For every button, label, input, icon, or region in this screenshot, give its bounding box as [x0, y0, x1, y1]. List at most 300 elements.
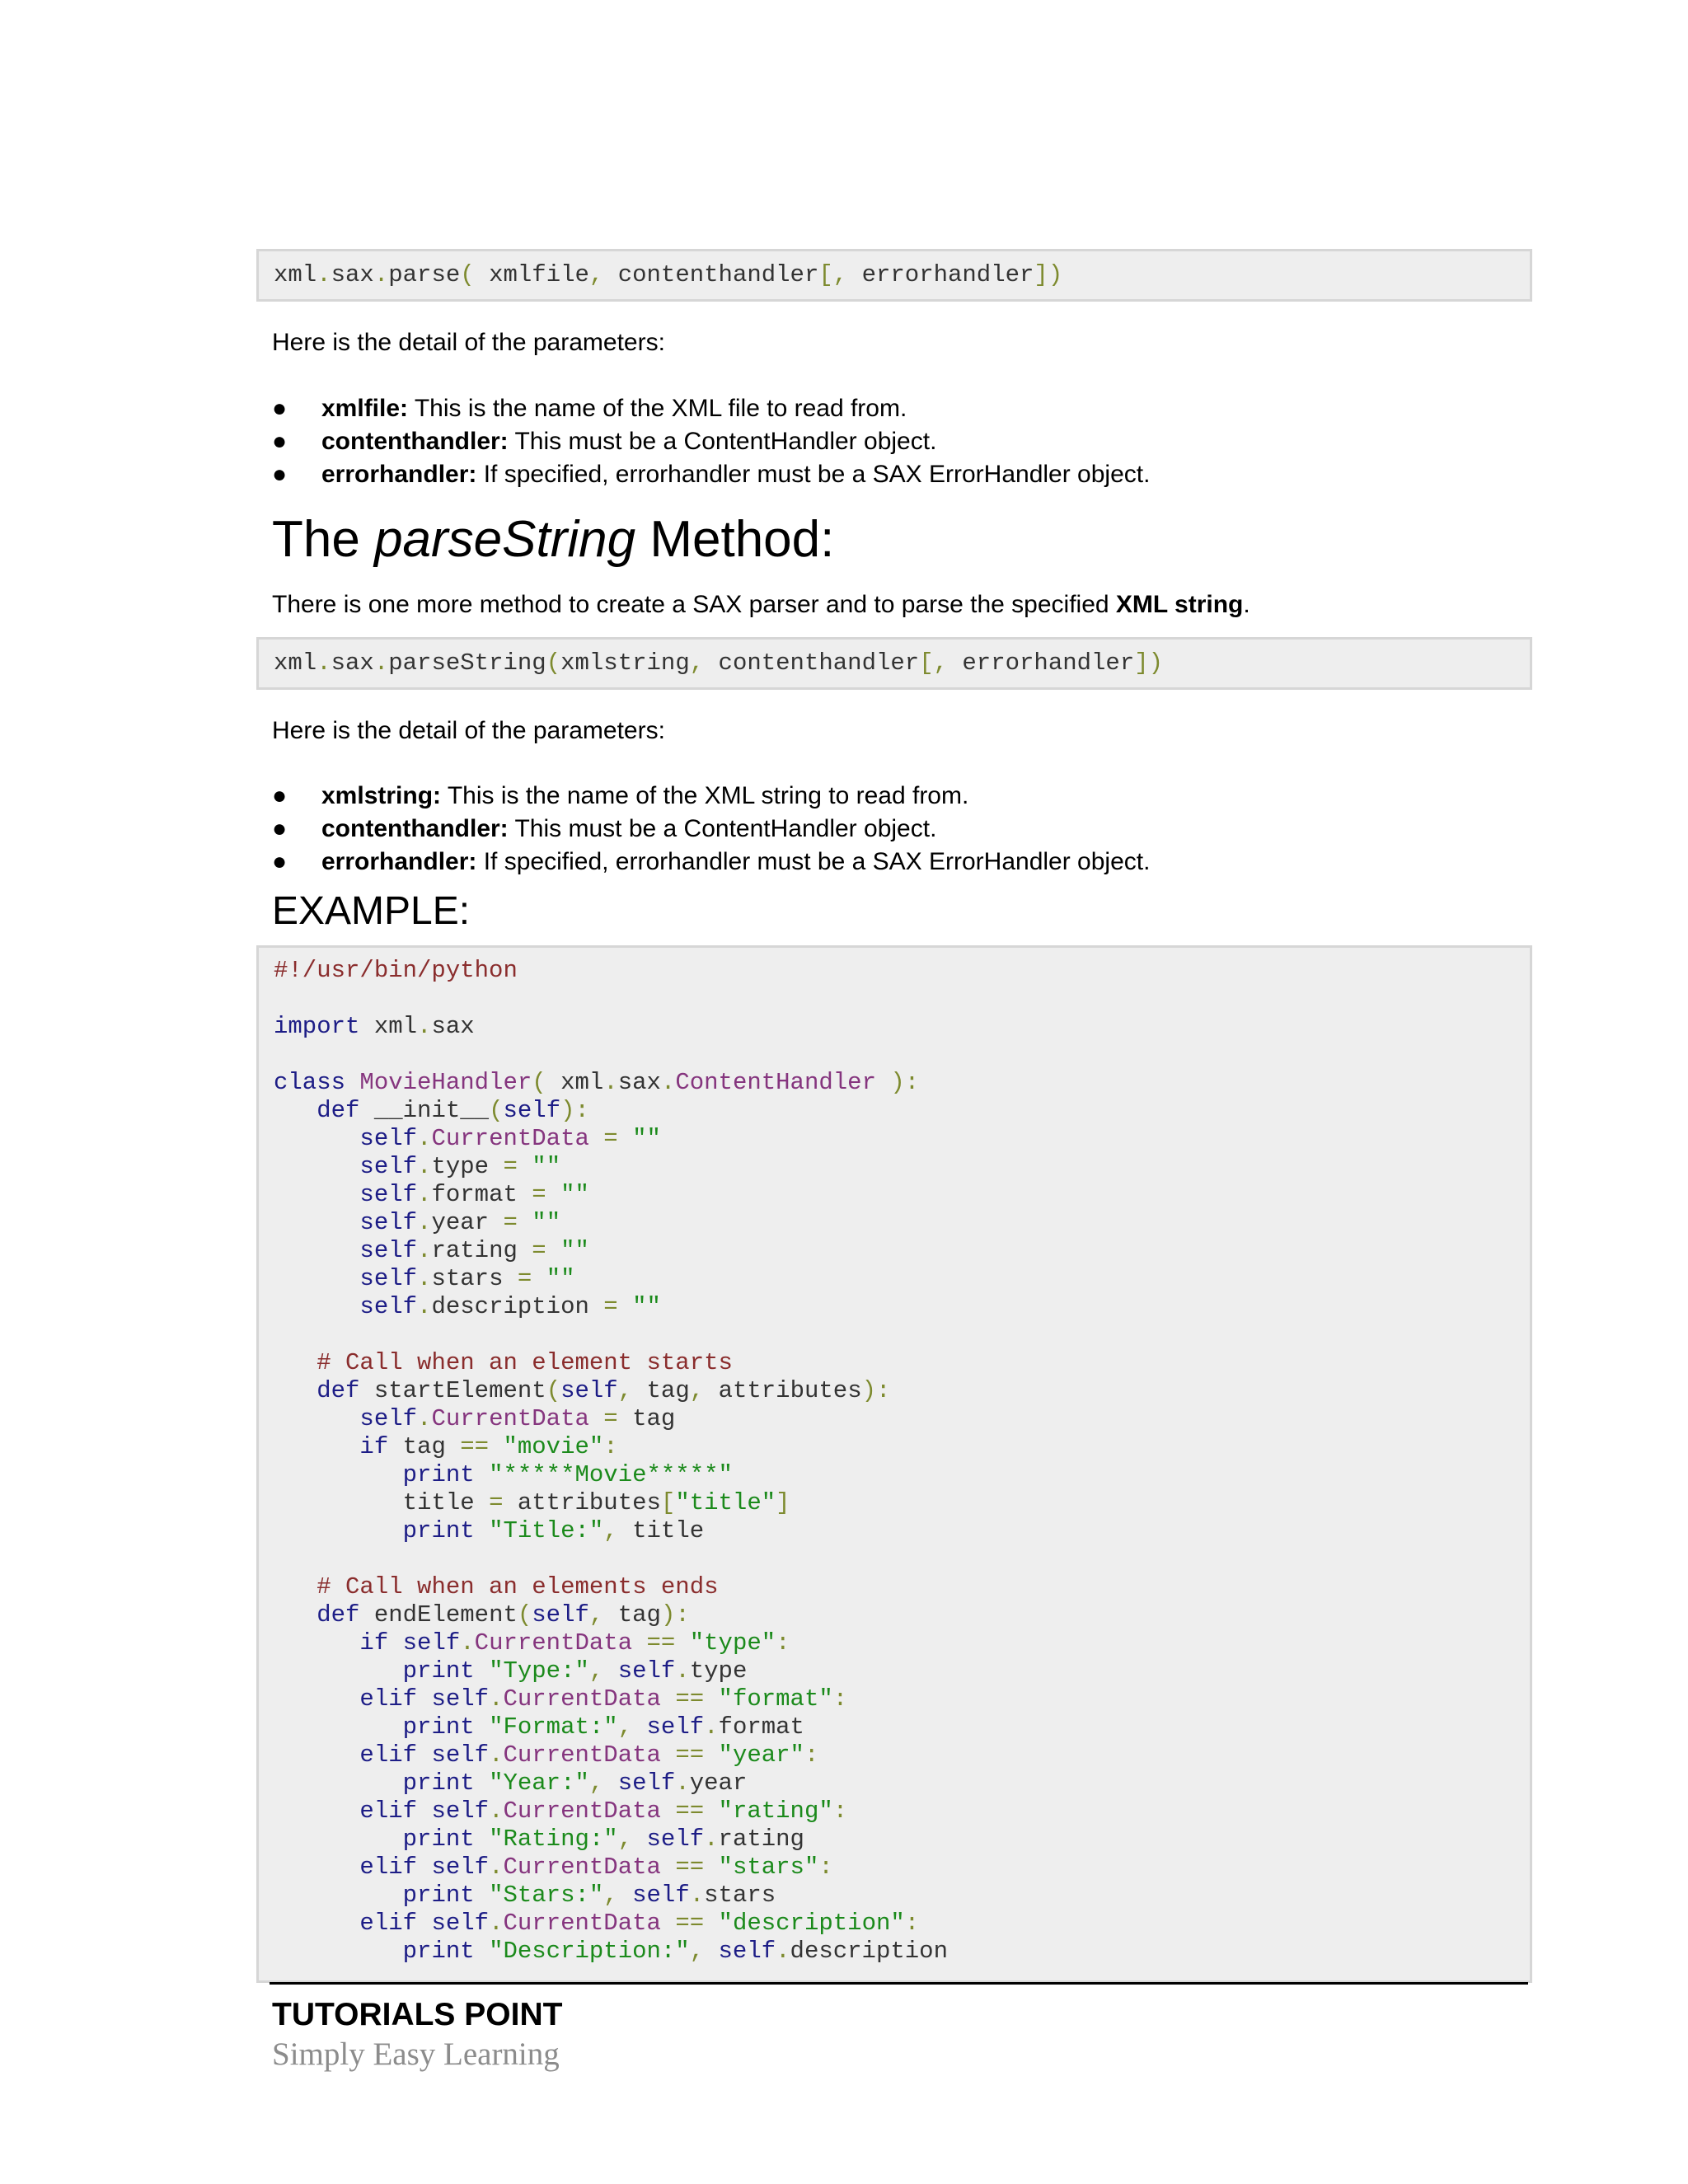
code-line [274, 1349, 1530, 1377]
code-token: : [776, 1629, 790, 1657]
code-token: "Type:" [489, 1657, 589, 1685]
code-token: elif [359, 1741, 418, 1769]
code-token [274, 1854, 359, 1881]
code-token: self [359, 1265, 418, 1292]
code-token: ( [460, 261, 490, 288]
code-token: xml [359, 1013, 418, 1040]
code-token: . [603, 1069, 618, 1096]
code-token [274, 1377, 316, 1404]
code-token: self [646, 1825, 705, 1853]
code-token: . [417, 1013, 432, 1040]
code-line [274, 1097, 1530, 1125]
example-heading: EXAMPLE: [272, 889, 471, 933]
code-token: . [489, 1797, 504, 1825]
code-token: . [417, 1293, 432, 1320]
code-token: sax [331, 649, 374, 677]
code-token: print [402, 1882, 475, 1909]
code-token: "year" [718, 1741, 804, 1769]
footer-subtitle: Simply Easy Learning [272, 2036, 560, 2072]
code-token: ): [660, 1601, 690, 1629]
code-token: self [431, 1797, 490, 1825]
code-line [274, 1433, 1530, 1461]
parameter-description: If specified, errorhandler must be a SAX ErrorHandler object. [476, 848, 1151, 875]
parameter-description: This is the name of the XML file to read from. [408, 395, 907, 422]
list-item [272, 392, 1150, 425]
code-token: = [489, 1489, 504, 1516]
code-token: format [718, 1713, 804, 1741]
code-line [274, 1489, 1530, 1517]
code-token: def [316, 1601, 360, 1629]
code-line [274, 1825, 1530, 1854]
code-token: parse [388, 261, 461, 288]
code-token: ( [546, 1377, 561, 1404]
code-token: CurrentData [431, 1125, 589, 1152]
code-token [417, 1685, 431, 1713]
code-token: : [603, 1433, 618, 1460]
code-token: = [489, 1153, 532, 1180]
code-token: == [660, 1685, 719, 1713]
code-token: , [617, 1713, 647, 1741]
bullet-icon: ● [272, 395, 288, 422]
code-token: rating [718, 1825, 804, 1853]
code-token [274, 1601, 316, 1629]
parameter-term: errorhandler: [321, 461, 477, 488]
code-token: self [431, 1741, 490, 1769]
code-token: self [359, 1125, 418, 1152]
code-token: . [489, 1741, 504, 1769]
code-token: : [832, 1797, 848, 1825]
code-token: CurrentData [431, 1405, 589, 1432]
code-token: errorhandler [962, 649, 1135, 677]
code-token [274, 1349, 316, 1376]
code-token: "" [632, 1293, 661, 1320]
code-block-example [256, 945, 1532, 1983]
code-token: class [274, 1069, 346, 1096]
code-line [274, 1405, 1530, 1433]
code-line [274, 1321, 1530, 1349]
code-token: = [517, 1237, 561, 1264]
code-token [475, 1938, 489, 1965]
footer-title: TUTORIALS POINT [272, 1997, 563, 2032]
code-line [274, 1797, 1530, 1825]
code-token: self [632, 1882, 690, 1909]
code-token: rating [431, 1237, 518, 1264]
code-token [274, 1517, 403, 1544]
code-token: "Rating:" [489, 1825, 618, 1853]
code-token: CurrentData [503, 1797, 661, 1825]
code-token: self [359, 1153, 418, 1180]
list-item [272, 780, 1150, 813]
code-token: ContentHandler [675, 1069, 876, 1096]
code-line [274, 1657, 1530, 1685]
code-line [274, 1377, 1530, 1405]
code-token [274, 1489, 403, 1516]
code-token: . [704, 1825, 719, 1853]
code-line [274, 1013, 1530, 1041]
code-line [274, 1629, 1530, 1657]
code-token: CurrentData [503, 1685, 661, 1713]
code-token: __init__ [359, 1097, 490, 1124]
code-token: , [689, 1938, 719, 1965]
code-token [475, 1825, 489, 1853]
code-token: , [617, 1377, 647, 1404]
code-token: . [489, 1685, 504, 1713]
code-token: = [588, 1405, 633, 1432]
code-token: . [689, 1882, 705, 1909]
parameter-description: This must be a ContentHandler object. [508, 815, 937, 842]
code-token: "format" [718, 1685, 833, 1713]
code-token: description [790, 1938, 948, 1965]
list-item [272, 425, 1150, 458]
code-line [274, 261, 1530, 289]
code-token [417, 1854, 431, 1881]
code-token: = [588, 1293, 633, 1320]
code-token: . [489, 1910, 504, 1937]
code-token: : [832, 1685, 848, 1713]
code-line [274, 1769, 1530, 1797]
code-token: self [359, 1405, 418, 1432]
code-token [345, 1069, 359, 1096]
code-line [274, 1237, 1530, 1265]
code-line [274, 1910, 1530, 1938]
code-token: contenthandler [617, 261, 819, 288]
code-token [475, 1882, 489, 1909]
code-token: [, [818, 261, 862, 288]
code-token: "" [546, 1265, 575, 1292]
code-token: self [617, 1657, 676, 1685]
code-token: : [804, 1741, 819, 1769]
code-token: print [402, 1769, 475, 1797]
bullet-icon: ● [272, 461, 288, 488]
code-token: print [402, 1517, 475, 1544]
code-token: errorhandler [861, 261, 1034, 288]
bullet-icon: ● [272, 848, 288, 875]
code-line [274, 1601, 1530, 1629]
code-token: . [417, 1153, 432, 1180]
code-token: . [316, 649, 331, 677]
code-token: attributes [718, 1377, 862, 1404]
code-token: . [417, 1265, 432, 1292]
code-token: #!/usr/bin/python [274, 957, 518, 984]
code-token [274, 1153, 359, 1180]
parameter-description: This must be a ContentHandler object. [508, 428, 937, 455]
list-item [272, 813, 1150, 846]
parameter-term: contenthandler: [321, 428, 509, 455]
code-token: : [818, 1854, 833, 1881]
code-line [274, 1461, 1530, 1489]
code-token: ): [861, 1377, 891, 1404]
code-line [274, 1181, 1530, 1209]
code-line [274, 1713, 1530, 1741]
code-token: = [489, 1209, 532, 1236]
code-token [274, 1797, 359, 1825]
code-token: . [373, 261, 389, 288]
code-token: tag [632, 1405, 676, 1432]
code-line [274, 1265, 1530, 1293]
list-item [272, 846, 1150, 879]
code-token [274, 1769, 403, 1797]
parameter-list-1 [272, 392, 1150, 491]
code-token: xml [560, 1069, 604, 1096]
code-token: . [704, 1713, 719, 1741]
code-token: # Call when an element starts [316, 1349, 733, 1376]
parameter-description: This is the name of the XML string to read from. [441, 782, 969, 809]
bullet-icon: ● [272, 782, 288, 809]
code-line [274, 649, 1530, 677]
code-token [274, 1125, 359, 1152]
code-token: . [373, 649, 389, 677]
code-token [475, 1657, 489, 1685]
code-token: self [359, 1237, 418, 1264]
code-line [274, 1741, 1530, 1769]
code-token: , [617, 1825, 647, 1853]
code-token [274, 1237, 359, 1264]
code-token: "Year:" [489, 1769, 589, 1797]
code-line [274, 985, 1530, 1013]
code-token [274, 1713, 403, 1741]
parameter-term: xmlstring: [321, 782, 442, 809]
code-token: ( [532, 1069, 561, 1096]
parameter-term: contenthandler: [321, 815, 509, 842]
code-token: self [359, 1181, 418, 1208]
code-line [274, 1685, 1530, 1713]
code-token: title [617, 1517, 705, 1544]
code-token: endElement [359, 1601, 518, 1629]
footer-divider [270, 1982, 1528, 1985]
parsestring-description [272, 590, 1250, 620]
list-item [272, 458, 1150, 491]
code-token: . [417, 1237, 432, 1264]
code-token: # Call when an elements ends [316, 1573, 719, 1601]
code-token [388, 1629, 402, 1657]
code-token: elif [359, 1854, 418, 1881]
code-token [274, 1657, 403, 1685]
code-token: . [675, 1657, 690, 1685]
code-token: = [588, 1125, 633, 1152]
code-token [274, 1629, 359, 1657]
code-token: = [517, 1181, 561, 1208]
heading-suffix: Method: [635, 511, 835, 568]
code-token: self [431, 1685, 490, 1713]
code-token: ( [546, 649, 561, 677]
code-token [475, 1461, 489, 1488]
code-token: == [632, 1629, 690, 1657]
code-token: stars [704, 1882, 776, 1909]
code-token: def [316, 1377, 360, 1404]
code-token: contenthandler [718, 649, 920, 677]
heading-prefix: The [272, 511, 375, 568]
code-token: , [689, 649, 719, 677]
code-token: ): [560, 1097, 589, 1124]
code-token: == [660, 1741, 719, 1769]
code-token: ]) [1034, 261, 1063, 288]
code-token: self [718, 1938, 776, 1965]
code-line [274, 957, 1530, 985]
code-token [475, 1517, 489, 1544]
code-token: CurrentData [503, 1741, 661, 1769]
code-token: type [431, 1153, 490, 1180]
code-line [274, 1125, 1530, 1153]
code-token: print [402, 1938, 475, 1965]
code-token [274, 1825, 403, 1853]
code-token: if [359, 1629, 389, 1657]
code-token: "rating" [718, 1797, 833, 1825]
parameter-description: If specified, errorhandler must be a SAX ErrorHandler object. [476, 461, 1151, 488]
code-token: "type" [689, 1629, 776, 1657]
code-token: == [660, 1854, 719, 1881]
code-token: "" [560, 1237, 589, 1264]
code-line [274, 1854, 1530, 1882]
code-token: [ [660, 1489, 676, 1516]
code-token: "Description:" [489, 1938, 690, 1965]
code-token: "" [632, 1125, 661, 1152]
description-text: There is one more method to create a SAX parser and to parse the specified [272, 591, 1116, 618]
code-token [274, 1910, 359, 1937]
code-token: attributes [503, 1489, 661, 1516]
code-line [274, 1041, 1530, 1069]
description-end: . [1243, 591, 1250, 618]
code-token: . [460, 1629, 475, 1657]
code-token: . [417, 1209, 432, 1236]
code-token: "" [532, 1153, 561, 1180]
code-token: ): [875, 1069, 920, 1096]
code-token: elif [359, 1910, 418, 1937]
code-line [274, 1882, 1530, 1910]
code-token: xmlfile [489, 261, 589, 288]
code-token: "title" [675, 1489, 776, 1516]
code-token: , [603, 1882, 633, 1909]
code-token [274, 1181, 359, 1208]
code-block-parse [256, 249, 1532, 302]
code-token: self [503, 1097, 561, 1124]
code-token: xml [274, 261, 317, 288]
section-heading-parsestring [272, 511, 834, 569]
code-line [274, 1069, 1530, 1097]
code-token: ( [517, 1601, 532, 1629]
code-token: "" [560, 1181, 589, 1208]
code-token: elif [359, 1685, 418, 1713]
code-token: , [588, 1657, 618, 1685]
code-token: "Stars:" [489, 1882, 604, 1909]
code-token [274, 1573, 316, 1601]
code-token [274, 1741, 359, 1769]
code-token: xml [274, 649, 317, 677]
code-token: CurrentData [474, 1629, 633, 1657]
code-token [489, 1433, 503, 1460]
code-token [475, 1769, 489, 1797]
code-token: xmlstring [560, 649, 690, 677]
code-token: , [588, 261, 618, 288]
code-token [417, 1910, 431, 1937]
code-token [274, 1938, 403, 1965]
code-token: tag [388, 1433, 461, 1460]
bullet-icon: ● [272, 815, 288, 842]
code-token: type [689, 1657, 748, 1685]
code-token: stars [431, 1265, 504, 1292]
code-token: == [660, 1910, 719, 1937]
code-token: "Format:" [489, 1713, 618, 1741]
code-token [475, 1713, 489, 1741]
code-line [274, 1153, 1530, 1181]
code-line [274, 1938, 1530, 1966]
code-token: , [603, 1517, 618, 1544]
code-token: sax [431, 1013, 475, 1040]
code-token: format [431, 1181, 518, 1208]
code-token: . [417, 1125, 432, 1152]
code-token [274, 1882, 403, 1909]
code-token [417, 1741, 431, 1769]
code-token: "description" [718, 1910, 905, 1937]
code-token [274, 1461, 403, 1488]
code-token: . [776, 1938, 790, 1965]
code-token [274, 1405, 359, 1432]
code-token: self [431, 1854, 490, 1881]
code-token: startElement [359, 1377, 546, 1404]
code-token [274, 1209, 359, 1236]
code-token [274, 1265, 359, 1292]
parameters-intro-1: Here is the detail of the parameters: [272, 329, 665, 356]
code-token: ] [776, 1489, 790, 1516]
code-token: sax [617, 1069, 661, 1096]
code-token [274, 1433, 359, 1460]
code-token: . [489, 1854, 504, 1881]
code-token: "Title:" [489, 1517, 604, 1544]
code-token: description [431, 1293, 589, 1320]
code-line [274, 1545, 1530, 1573]
code-line [274, 1209, 1530, 1237]
code-token [274, 1097, 316, 1124]
code-token: ]) [1134, 649, 1164, 677]
code-token: self [359, 1209, 418, 1236]
code-token: CurrentData [503, 1910, 661, 1937]
parameter-list-2 [272, 780, 1150, 879]
code-token: self [560, 1377, 618, 1404]
code-block-parsestring [256, 637, 1532, 690]
parameters-intro-2: Here is the detail of the parameters: [272, 717, 665, 744]
code-token [274, 1293, 359, 1320]
parameter-term: xmlfile: [321, 395, 409, 422]
code-token [417, 1797, 431, 1825]
code-token: ( [489, 1097, 504, 1124]
bullet-icon: ● [272, 428, 288, 455]
code-token: print [402, 1713, 475, 1741]
code-token: if [359, 1433, 389, 1460]
code-token: MovieHandler [359, 1069, 532, 1096]
code-token: def [316, 1097, 360, 1124]
code-token: , [689, 1377, 719, 1404]
code-token: self [617, 1769, 676, 1797]
code-token: , [588, 1769, 618, 1797]
code-line [274, 1573, 1530, 1601]
code-token: parseString [388, 649, 546, 677]
code-token: : [904, 1910, 920, 1937]
code-token: self [431, 1910, 490, 1937]
code-token: . [660, 1069, 676, 1096]
code-token: . [675, 1769, 690, 1797]
code-token: == [660, 1797, 719, 1825]
heading-emphasis: parseString [374, 511, 636, 568]
code-token [274, 1685, 359, 1713]
code-token: title [402, 1489, 490, 1516]
code-token: CurrentData [503, 1854, 661, 1881]
code-token: . [417, 1181, 432, 1208]
code-token: self [532, 1601, 589, 1629]
code-token: "movie" [503, 1433, 604, 1460]
code-token: "" [532, 1209, 561, 1236]
code-token: = [503, 1265, 546, 1292]
parameter-term: errorhandler: [321, 848, 477, 875]
code-token: year [689, 1769, 748, 1797]
